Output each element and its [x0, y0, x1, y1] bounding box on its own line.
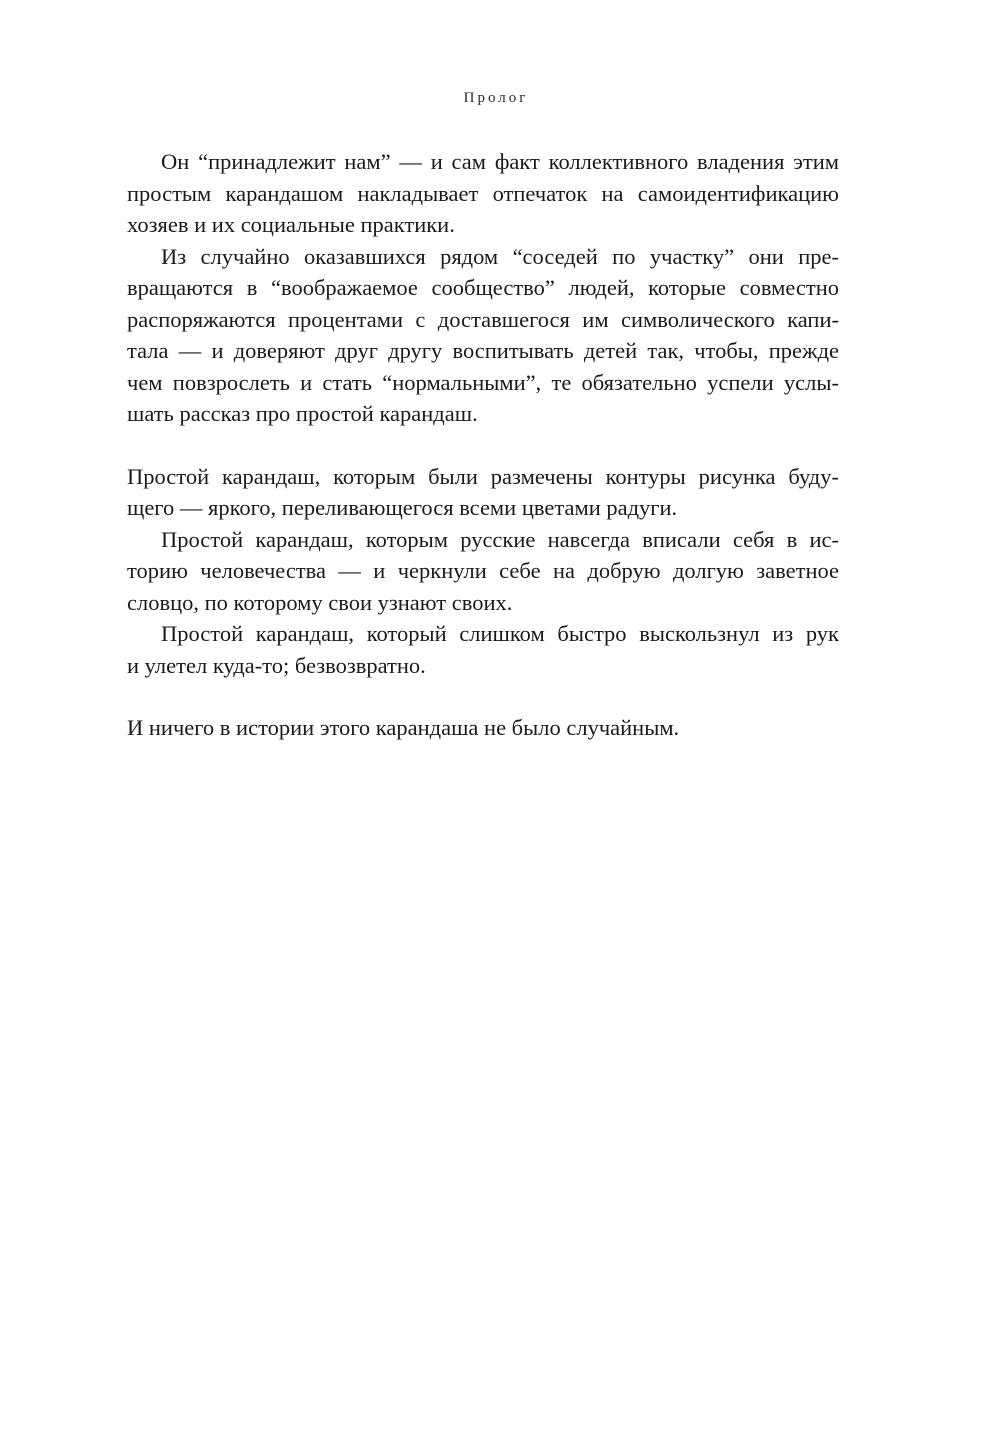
section-gap	[127, 430, 839, 461]
text-line: вращаются в “воображаемое сообщество” людей, которые совместно	[127, 275, 839, 300]
text-line: простым карандашом накладывает отпечаток на самоидентификацию	[127, 180, 839, 206]
text-line: тала — и доверяют друг другу воспитывать детей так, чтобы, прежде	[127, 338, 839, 363]
text-line: Простой карандаш, которым были размечены контуры рисунка буду-	[127, 463, 839, 489]
text-line: Простой карандаш, которым русские навсегда вписали себя в ис-	[161, 526, 839, 552]
text-line: и улетел куда-то; безвозвратно.	[127, 652, 426, 678]
text-line: Простой карандаш, который слишком быстро выскользнул из рук	[161, 621, 839, 646]
text-line: шать рассказ про простой карандаш.	[127, 401, 478, 426]
text-section-1	[127, 146, 839, 430]
text-line: хозяев и их социальные практики.	[127, 212, 455, 237]
text-section-3	[127, 712, 839, 744]
body-text	[127, 146, 839, 744]
text-line: щего — яркого, переливающегося всеми цветами радуги.	[127, 495, 678, 520]
text-line: Он “принадлежит нам” — и сам факт коллективного владения этим	[161, 149, 839, 174]
text-line: И ничего в истории этого карандаша не было случайным.	[127, 715, 680, 740]
paragraph-6	[127, 712, 839, 744]
paragraph-5	[127, 618, 839, 681]
section-gap	[127, 681, 839, 712]
paragraph-3	[127, 461, 839, 524]
text-line: словцо, по которому свои узнают своих.	[127, 589, 513, 615]
text-section-2	[127, 461, 839, 682]
text-line: Из случайно оказавшихся рядом “соседей по участку” они пре-	[161, 243, 839, 269]
text-line: распоряжаются процентами с доставшегося им символического капи-	[127, 306, 839, 332]
text-line: чем повзрослеть и стать “нормальными”, те обязательно успели услы-	[127, 369, 839, 395]
paragraph-4	[127, 524, 839, 619]
paragraph-2	[127, 241, 839, 430]
text-line: торию человечества — и черкнули себе на добрую долгую заветное	[127, 558, 839, 583]
running-head-title: Пролог	[463, 90, 529, 106]
paragraph-1	[127, 146, 839, 241]
